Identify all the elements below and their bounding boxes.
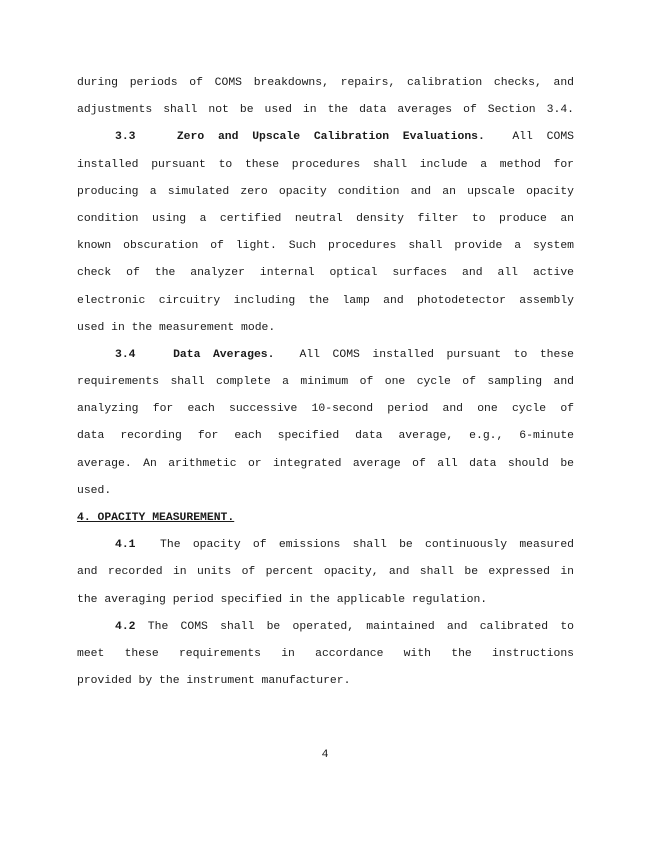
text-run: All COMS bbox=[512, 131, 574, 144]
text-line: adjustments shall not be used in the data averages of Section 3.4. bbox=[77, 104, 574, 117]
text-line: provided by the instrument manufacturer. bbox=[77, 675, 351, 688]
text-line: during periods of COMS breakdowns, repairs, calibration checks, and bbox=[77, 77, 574, 89]
text-line: installed pursuant to these procedures shall include a method for bbox=[77, 158, 574, 171]
section-4-1-first-line bbox=[77, 532, 574, 559]
section-4-2-first-line bbox=[77, 614, 574, 641]
section-number: 4.2 bbox=[115, 620, 136, 633]
text-run: The COMS shall be operated, maintained and calibrated to bbox=[147, 620, 574, 633]
document-body bbox=[77, 70, 574, 695]
text-run: All COMS installed pursuant to these bbox=[299, 348, 575, 361]
section-3-3-first-line bbox=[77, 124, 574, 151]
text-line: the averaging period specified in the applicable regulation. bbox=[77, 593, 488, 606]
section-heading: 4. OPACITY MEASUREMENT. bbox=[77, 512, 235, 524]
text-line: used. bbox=[77, 484, 112, 497]
text-line: requirements shall complete a minimum of one cycle of sampling and bbox=[77, 376, 574, 389]
section-4-heading bbox=[77, 505, 574, 532]
text-line: known obscuration of light. Such procedures shall provide a system bbox=[77, 240, 574, 253]
text-line: used in the measurement mode. bbox=[77, 321, 276, 334]
text-line: analyzing for each successive 10-second period and one cycle of bbox=[77, 403, 574, 416]
section-number: 3.4 bbox=[115, 348, 136, 361]
text-line: producing a simulated zero opacity condition and an upscale opacity bbox=[77, 185, 574, 198]
text-line: check of the analyzer internal optical surfaces and all active bbox=[77, 267, 574, 280]
text-line: condition using a certified neutral density filter to produce an bbox=[77, 212, 574, 225]
text-run: The opacity of emissions shall be continuously measured bbox=[160, 539, 575, 552]
section-heading: Data Averages. bbox=[173, 348, 275, 361]
section-3-4-first-line bbox=[77, 342, 574, 369]
text-line: average. An arithmetic or integrated average of all data should be bbox=[77, 457, 574, 470]
section-number: 3.3 bbox=[115, 131, 136, 144]
page-number: 4 bbox=[321, 749, 329, 761]
section-number: 4.1 bbox=[115, 539, 136, 552]
text-line: data recording for each specified data average, e.g., 6-minute bbox=[77, 430, 574, 443]
text-line: meet these requirements in accordance with the instructions bbox=[77, 647, 574, 660]
text-line: electronic circuitry including the lamp and photodetector assembly bbox=[77, 294, 574, 307]
text-line: and recorded in units of percent opacity, and shall be expressed in bbox=[77, 566, 574, 579]
section-heading: Zero and Upscale Calibration Evaluations. bbox=[176, 131, 485, 144]
